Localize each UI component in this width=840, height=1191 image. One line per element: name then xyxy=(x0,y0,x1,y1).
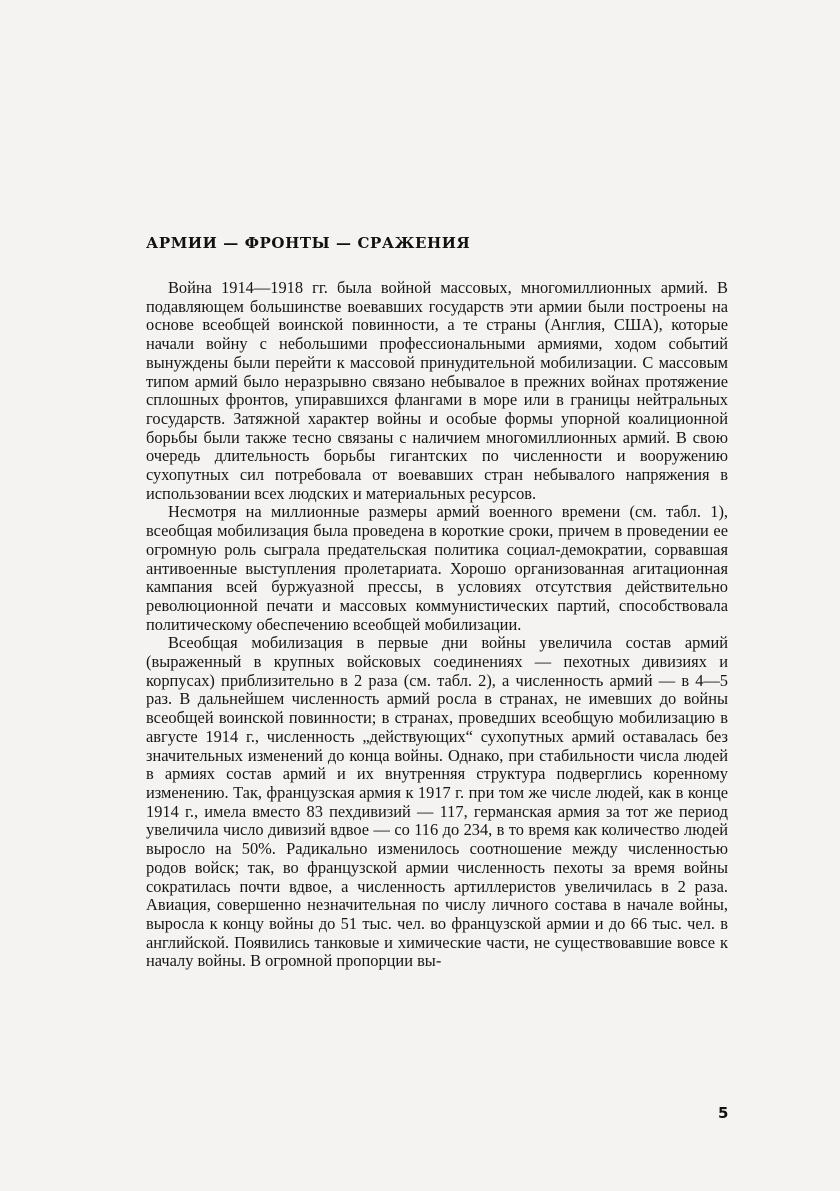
text-block xyxy=(146,230,728,971)
section-heading: АРМИИ — ФРОНТЫ — СРАЖЕНИЯ xyxy=(146,234,471,252)
paragraph-3: Всеобщая мобилизация в первые дни войны увеличила состав армий (выраженный в крупных войсковых соединениях — пехотных дивизиях и корпусах) приблизительно в 2 раза (см. табл. 2), а численность армий — в 4—5 раз. В дальнейшем численность армий росла в странах, не имевших до войны всеобщей воинской повинности; в странах, проведших всеобщую мобилизацию в августе 1914 г., численность „действующих“ сухопутных армий оставалась без значительных изменений до конца войны. Однако, при стабильности числа людей в армиях состав армий и их внутренняя структура подверглись коренному изменению. Так, французская армия к 1917 г. при том же числе людей, как в конце 1914 г., имела вместо 83 пехдивизий — 117, германская армия за тот же период увеличила число дивизий вдвое — со 116 до 234, в то время как количество людей выросло на 50%. Радикально изменилось соотношение между численностью родов войск; так, во французской армии численность пехоты за время войны сократилась почти вдвое, а численность артиллеристов увеличилась в 2 раза. Авиация, совершенно незначительная по числу личного состава в начале войны, выросла к концу войны до 51 тыс. чел. во французской армии и до 66 тыс. чел. в английской. Появились танковые и химические части, не существовавшие вовсе к началу войны. В огромной пропорции вы- xyxy=(146,633,728,971)
paragraph-2: Несмотря на миллионные размеры армий военного времени (см. табл. 1), всеобщая мобилизация была проведена в короткие сроки, причем в проведении ее огромную роль сыграла предательская политика социал-демократии, сорвавшая антивоенные выступления пролетариата. Хорошо организованная агитационная кампания всей буржуазной прессы, в условиях отсутствия действительно революционной печати и массовых коммунистических партий, способствовала политическому обеспечению всеобщей мобилизации. xyxy=(146,502,728,634)
paragraph-1: Война 1914—1918 гг. была войной массовых, многомиллионных армий. В подавляющем большинстве воевавших государств эти армии были построены на основе всеобщей воинской повинности, а те страны (Англия, США), которые начали войну с небольшими профессиональными армиями, ходом событий вынуждены были перейти к массовой принудительной мобилизации. С массовым типом армий было неразрывно связано небывалое в прежних войнах протяжение сплошных фронтов, упиравшихся флангами в море или в границы нейтральных государств. Затяжной характер войны и особые формы упорной коалиционной борьбы были также тесно связаны с наличием многомиллионных армий. В свою очередь длительность борьбы гигантских по численности и вооружению сухопутных сил потребовала от воевавших стран небывалого напряжения в использовании всех людских и материальных ресурсов. xyxy=(146,278,728,503)
page-number: 5 xyxy=(718,1104,729,1122)
